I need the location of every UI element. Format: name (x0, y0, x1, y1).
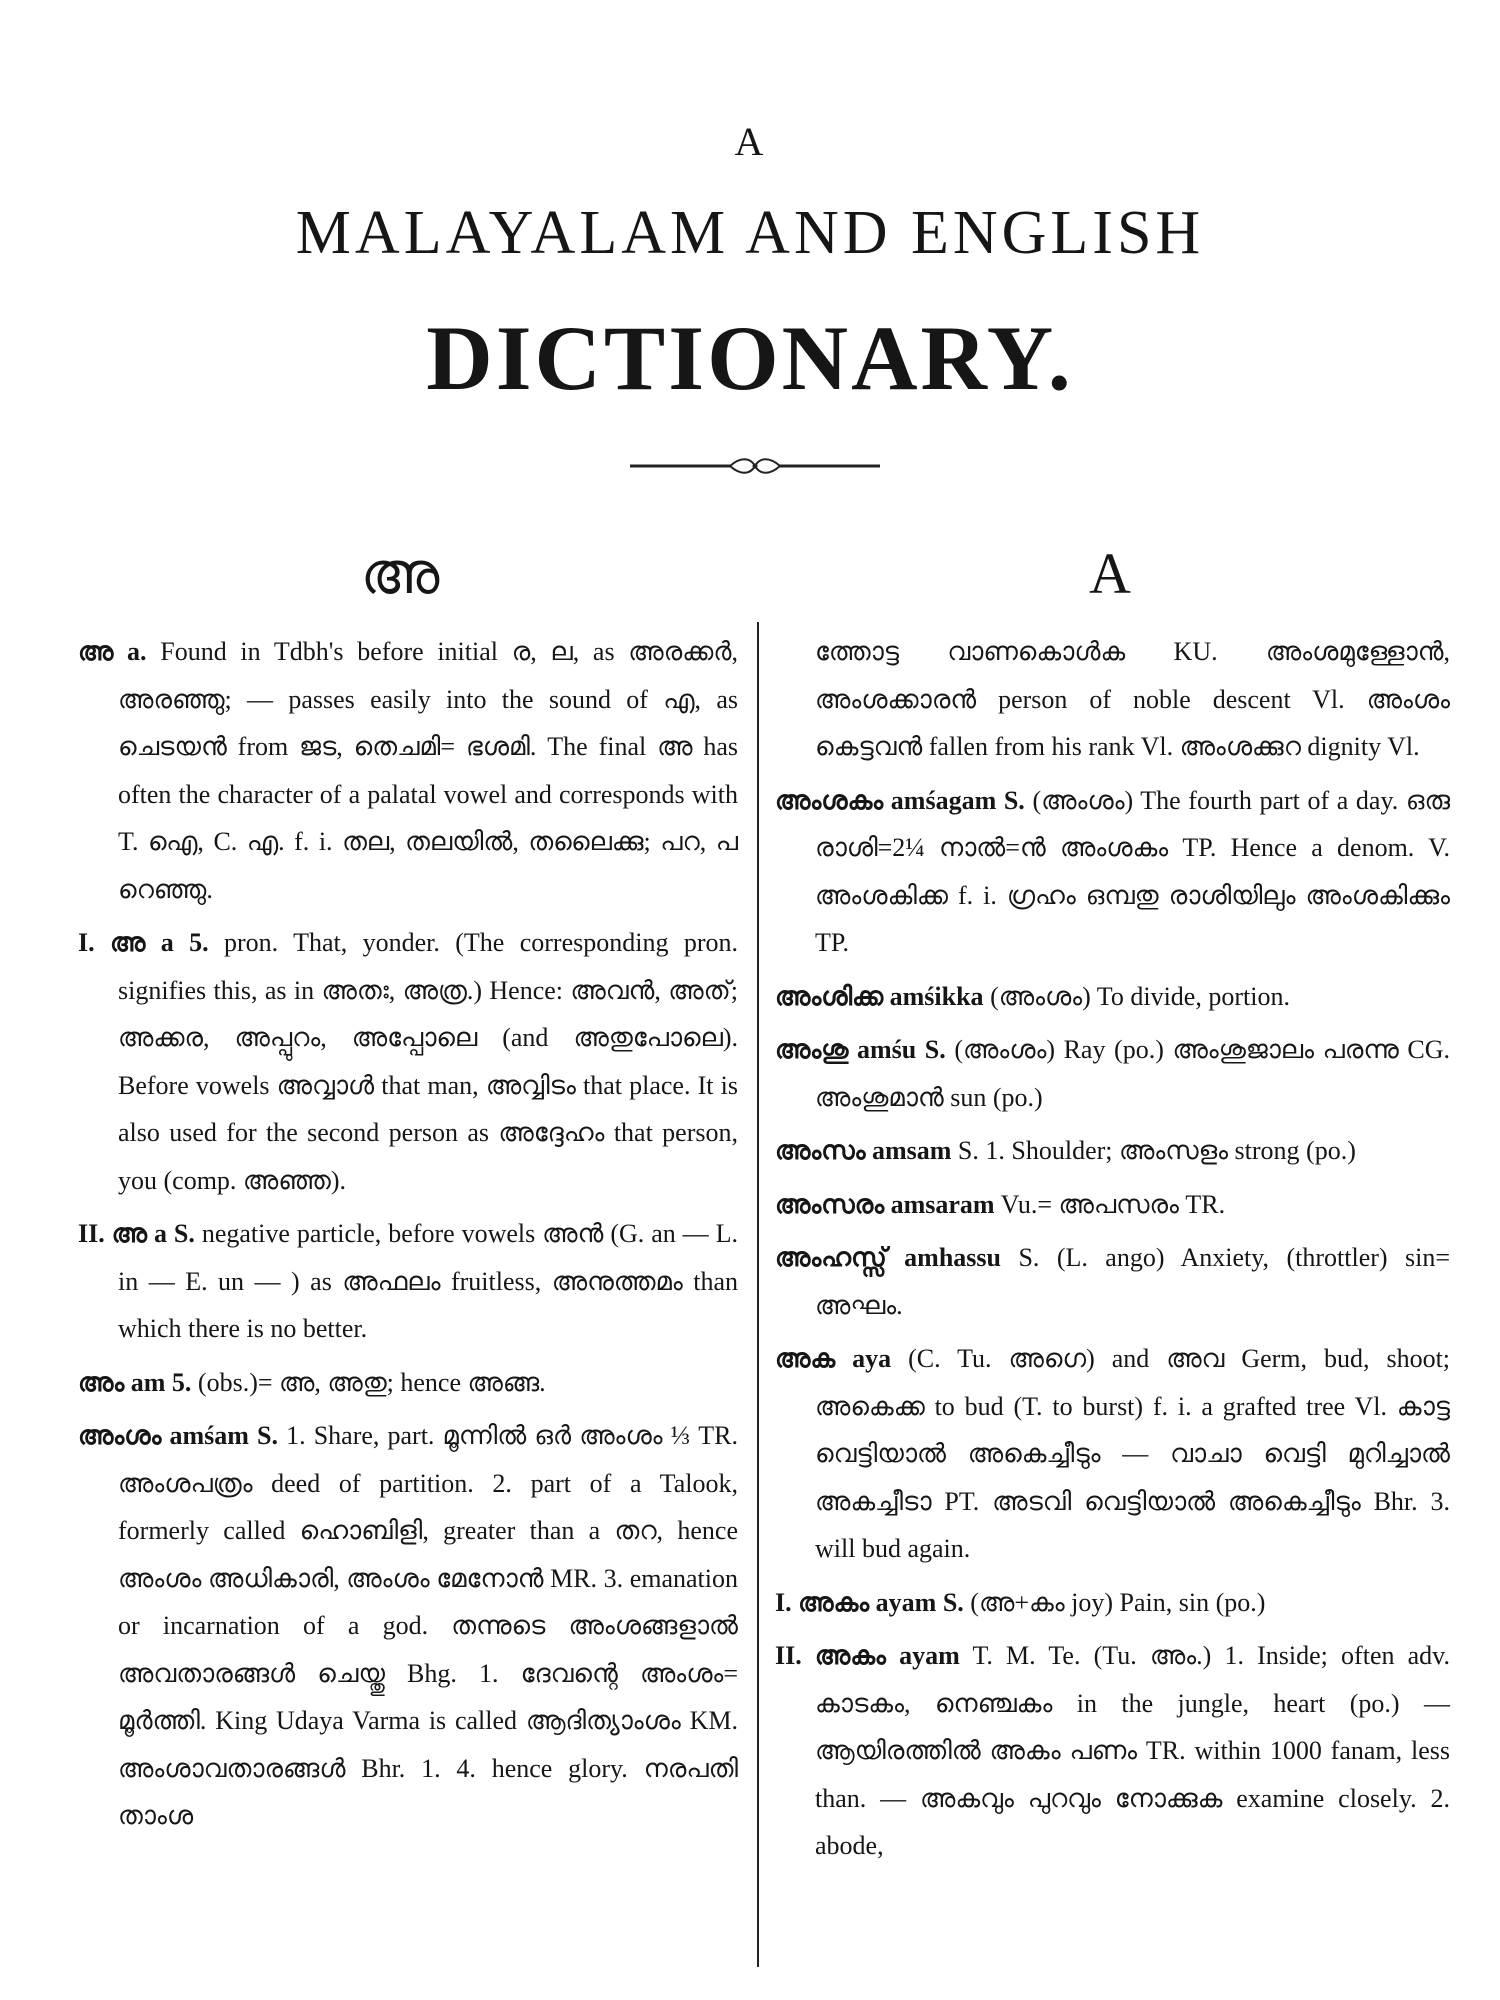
title-main: MALAYALAM AND ENGLISH (295, 199, 1205, 267)
entry-text: ത്തോട്ട വാണകൊൾക KU. അംശമുള്ളോൻ, അംശക്കാരൻ person of noble descent Vl. അംശം കെട്ടവൻ fallen from his rank Vl. അംശക്കുറ dignity Vl. (815, 637, 1450, 761)
entry-headword: I. അ a 5. (78, 928, 209, 957)
entry-text: (അ+കം joy) Pain, sin (po.) (970, 1587, 1266, 1617)
title-dictionary: DICTIONARY. (426, 307, 1074, 409)
entry-text: (അംശം) To divide, portion. (990, 981, 1290, 1011)
dictionary-entry (775, 1026, 1450, 1121)
dictionary-entry (78, 1359, 738, 1407)
entry-headword: II. അകം ayam (775, 1641, 960, 1670)
dictionary-entry (775, 973, 1450, 1021)
entry-headword: അംശു amśu S. (775, 1035, 946, 1064)
entry-text: (obs.)= അ, അതു; hence അങ്ങ. (197, 1367, 546, 1397)
dictionary-entry (775, 1579, 1450, 1627)
entry-text: Found in Tdbh's before initial ര, ല, as അരക്കർ, അരഞ്ഞു; — passes easily into the sound of എ, as ചെടയൻ from ജട, തെചമി= ഭശമി. The final അ has often the character of a palatal vowel and corresponds with T. ഐ, C. എ. f. i. തല, തലയിൽ, തലൈക്കു; പറ, പ റെഞ്ഞു. (118, 637, 738, 904)
entry-headword: അം am 5. (78, 1367, 192, 1397)
entry-text: (അംശം) Ray (po.) അംശുജാലം പരന്നു CG. അംശുമാൻ sun (po.) (815, 1035, 1450, 1112)
entry-text: 1. Share, part. മൂന്നിൽ ഒർ അംശം ⅓ TR. അംശപത്രം deed of partition. 2. part of a Talook, formerly called ഹൊബിളി, greater than a തറ, hence അംശം അധികാരി, അംശം മേനോൻ MR. 3. emanation or incarnation of a god. തന്നുടെ അംശങ്ങളാൽ അവതാരങ്ങൾ ചെയ്തു Bhg. 1. ദേവന്റെ അംശം= മൂർത്തി. King Udaya Varma is called ആദിത്യാംശം KM. അംശാവതാരങ്ങൾ Bhr. 1. 4. hence glory. നരപതി താംശ (118, 1421, 739, 1830)
entry-text: S. 1. Shoulder; അംസളം strong (po.) (957, 1136, 1356, 1165)
entry-text: Vu.= അപസരം TR. (1000, 1189, 1226, 1219)
dictionary-entry (775, 1335, 1450, 1573)
entry-headword: അംശം amśam S. (78, 1421, 278, 1450)
dictionary-entry (775, 777, 1450, 967)
dictionary-entry (78, 1210, 738, 1353)
title-letter-a: A (734, 119, 766, 164)
entry-headword: അംഹസ്സ് amhassu (775, 1243, 1001, 1272)
entry-text: pron. That, yonder. (The corresponding pron. signifies this, as in അതഃ, അത്ര.) Hence: അവൻ, അത്; അക്കര, അപ്പുറം, അപ്പോലെ (and അതുപോലെ). Before vowels അവ്വാൾ that man, അവ്വിടം that place. It is also used for the second person as അദ്ദേഹം that person, you (comp. അഞ്ഞ). (118, 928, 738, 1195)
entry-headword: അംശകം amśagam S. (775, 785, 1025, 815)
left-column-heading: അ (360, 541, 440, 606)
entry-headword: I. അകം ayam S. (775, 1587, 964, 1617)
dictionary-entry (775, 1127, 1450, 1175)
dictionary-entry (775, 1234, 1450, 1329)
dictionary-entry (78, 628, 738, 913)
entry-text: negative particle, before vowels അൻ (G. an — L. in — E. un — ) as അഫലം fruitless, അനുത്തമം than which there is no better. (118, 1219, 739, 1343)
entry-headword: അക aya (775, 1344, 892, 1373)
right-column-heading: A (1089, 541, 1131, 606)
left-column (78, 628, 738, 1846)
entry-headword: അംസം amsam (775, 1136, 952, 1165)
dictionary-entry (775, 1632, 1450, 1870)
dictionary-entry (78, 919, 738, 1204)
entry-text: (C. Tu. അഗെ) and അവ Germ, bud, shoot; അകെക്ക to bud (T. to burst) f. i. a grafted tree Vl. കാട്ട വെട്ടിയാൽ അകെച്ചീടും — വാചാ വെട്ടി മുറിച്ചാൽ അകച്ചീടാ PT. അടവി വെട്ടിയാൽ അകെച്ചീടും Bhr. 3. will bud again. (815, 1344, 1451, 1563)
entry-headword: II. അ a S. (78, 1219, 195, 1248)
entry-text: (അംശം) The fourth part of a day. ഒരു രാശി=2¼ നാൽ=ൻ അംശകം TP. Hence a denom. V. അംശകിക്ക f. i. ഗ്രഹം ഒമ്പതു രാശിയിലും അംശകിക്കും TP. (815, 785, 1450, 957)
dictionary-entry (78, 1412, 738, 1840)
entry-headword: അ a. (78, 637, 147, 666)
ornament-divider (630, 455, 880, 477)
dictionary-entry-continuation (775, 628, 1450, 771)
entry-headword: അംശിക്ക amśikka (775, 981, 984, 1011)
column-divider (757, 622, 759, 1967)
right-column (775, 628, 1450, 1876)
entry-text: S. (L. ango) Anxiety, (throttler) sin= അഘം. (815, 1243, 1450, 1320)
entry-text: T. M. Te. (Tu. അം.) 1. Inside; often adv. കാടകം, നെഞ്ചകം in the jungle, heart (po.) — ആയിരത്തിൽ അകം പണം TR. within 1000 fanam, less than. — അകവും പുറവും നോക്കുക examine closely. 2. abode, (815, 1641, 1450, 1860)
entry-headword: അംസരം amsaram (775, 1189, 995, 1219)
dictionary-entry (775, 1181, 1450, 1229)
